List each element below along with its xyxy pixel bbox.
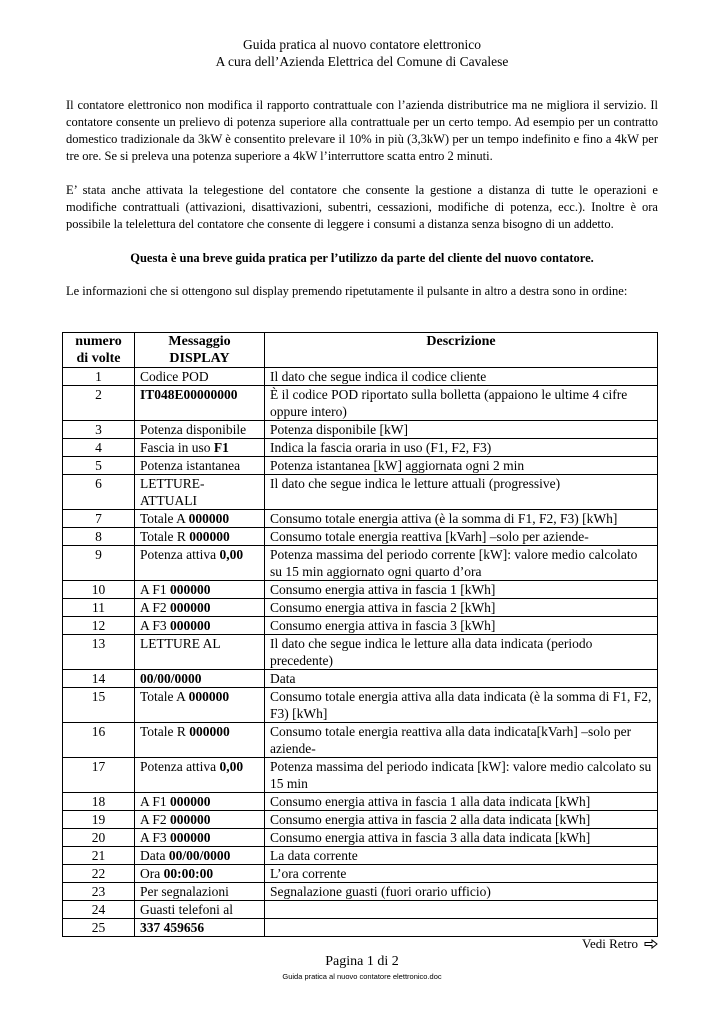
description-cell: Consumo totale energia attiva (è la somma di F1, F2, F3) [kWh] xyxy=(265,510,658,528)
display-message-cell xyxy=(135,811,265,829)
display-message-text: LETTURE AL xyxy=(140,636,221,651)
row-number-cell: 13 xyxy=(63,635,135,670)
description-cell: Consumo totale energia reattiva alla data indicata[kVarh] –solo per aziende- xyxy=(265,723,658,758)
page-number: Pagina 1 di 2 xyxy=(325,954,399,969)
description-cell: Il dato che segue indica le letture attuali (progressive) xyxy=(265,475,658,510)
display-message-text: A F3 xyxy=(140,830,171,845)
row-number-cell: 7 xyxy=(63,510,135,528)
description-cell: Indica la fascia oraria in uso (F1, F2, F3) xyxy=(265,439,658,457)
display-message-value: F1 xyxy=(213,440,229,455)
display-message-text: Codice POD xyxy=(140,369,209,384)
display-message-cell xyxy=(135,901,265,919)
table-row xyxy=(63,457,658,475)
table-row xyxy=(63,883,658,901)
row-number-cell: 3 xyxy=(63,421,135,439)
document-page xyxy=(66,36,658,300)
description-cell: Consumo energia attiva in fascia 2 alla data indicata [kWh] xyxy=(265,811,658,829)
display-message-text: Totale A xyxy=(140,689,189,704)
description-cell: Consumo totale energia attiva alla data indicata (è la somma di F1, F2, F3) [kWh] xyxy=(265,688,658,723)
display-message-cell xyxy=(135,421,265,439)
telegestione-paragraph: E’ stata anche attivata la telegestione del contatore che consente la gestione a distanza di tutte le operazioni e modifiche contrattuali (attivazioni, disattivazioni, subentri, cessazioni, modifiche di potenza, ecc.). Inoltre è ora possibile la telelettura del contatore che consente di leggere i consumi a distanza senza bisogno di un addetto. xyxy=(66,183,658,231)
description-cell xyxy=(265,919,658,937)
table-row xyxy=(63,546,658,581)
display-message-text: A F1 xyxy=(140,582,171,597)
description-cell: Consumo energia attiva in fascia 1 alla data indicata [kWh] xyxy=(265,793,658,811)
document-title-line1: Guida pratica al nuovo contatore elettronico xyxy=(242,37,482,52)
table-header-row xyxy=(63,333,658,368)
display-message-text: Data xyxy=(140,848,169,863)
description-cell: Il dato che segue indica il codice cliente xyxy=(265,368,658,386)
row-number-cell: 19 xyxy=(63,811,135,829)
display-message-cell xyxy=(135,457,265,475)
display-message-value: 000000 xyxy=(170,582,211,597)
header-col2-line1: Messaggio xyxy=(168,334,231,349)
display-message-value: 000000 xyxy=(189,724,230,739)
row-number-cell: 12 xyxy=(63,617,135,635)
display-message-value: 000000 xyxy=(170,812,211,827)
display-message-value: 337 459656 xyxy=(140,920,205,935)
document-filename: Guida pratica al nuovo contatore elettronico.doc xyxy=(282,972,442,981)
display-message-value: 000000 xyxy=(170,830,211,845)
row-number-cell: 24 xyxy=(63,901,135,919)
row-number-cell: 17 xyxy=(63,758,135,793)
display-message-text: Totale A xyxy=(140,511,189,526)
table-row xyxy=(63,865,658,883)
display-message-cell xyxy=(135,865,265,883)
table-row xyxy=(63,758,658,793)
display-message-value: 00/00/0000 xyxy=(140,671,202,686)
header-col2-line2: DISPLAY xyxy=(169,351,230,366)
row-number-cell: 1 xyxy=(63,368,135,386)
header-descrizione: Descrizione xyxy=(265,333,658,368)
display-message-value: 000000 xyxy=(170,618,211,633)
header-col1-line1: numero xyxy=(75,334,122,349)
display-message-cell xyxy=(135,829,265,847)
table-row xyxy=(63,829,658,847)
row-number-cell: 4 xyxy=(63,439,135,457)
table-row xyxy=(63,421,658,439)
display-message-value: 000000 xyxy=(189,529,230,544)
table-row xyxy=(63,811,658,829)
table-row xyxy=(63,368,658,386)
row-number-cell: 18 xyxy=(63,793,135,811)
display-message-value: 00/00/0000 xyxy=(168,848,231,863)
display-message-text: Totale R xyxy=(140,529,190,544)
display-message-value: 0,00 xyxy=(219,547,244,562)
table-row xyxy=(63,901,658,919)
row-number-cell: 20 xyxy=(63,829,135,847)
intro-paragraph: Il contatore elettronico non modifica il rapporto contrattuale con l’azienda distributrice ma ne migliora il servizio. Il contatore consente un prelievo di potenza superiore alla contrattuale per un certo tempo. Ad esempio per un contratto domestico tradizionale da 3kW è consentito prelevare il 10% in più (3,3kW) per un tempo indefinito e fino a 4kW per tre ore. Se si preleva una potenza superiore a 4kW l’interruttore scatta entro 2 minuti. xyxy=(66,98,658,163)
vedi-retro xyxy=(582,936,658,952)
header-numero-di-volte xyxy=(63,333,135,368)
display-message-cell xyxy=(135,617,265,635)
table-row xyxy=(63,847,658,865)
row-number-cell: 6 xyxy=(63,475,135,510)
display-message-text: Potenza attiva xyxy=(140,759,220,774)
display-message-cell xyxy=(135,581,265,599)
display-message-text: A F3 xyxy=(140,618,171,633)
description-cell: L’ora corrente xyxy=(265,865,658,883)
display-message-cell xyxy=(135,723,265,758)
display-message-text: Potenza attiva xyxy=(140,547,220,562)
display-message-cell xyxy=(135,793,265,811)
table-row xyxy=(63,793,658,811)
description-cell: Potenza massima del periodo indicata [kW]: valore medio calcolato su 15 min xyxy=(265,758,658,793)
guide-heading: Questa è una breve guida pratica per l’utilizzo da parte del cliente del nuovo contatore. xyxy=(130,251,594,265)
arrow-right-outline-icon xyxy=(644,939,658,949)
row-number-cell: 11 xyxy=(63,599,135,617)
display-message-text: Fascia in uso xyxy=(140,440,214,455)
table-row xyxy=(63,670,658,688)
description-cell: Consumo totale energia reattiva [kVarh] –solo per aziende- xyxy=(265,528,658,546)
display-message-cell xyxy=(135,546,265,581)
table-row xyxy=(63,617,658,635)
display-message-cell xyxy=(135,475,265,510)
display-message-value: 0,00 xyxy=(219,759,244,774)
row-number-cell: 2 xyxy=(63,386,135,421)
description-cell: La data corrente xyxy=(265,847,658,865)
row-number-cell: 15 xyxy=(63,688,135,723)
description-cell: Consumo energia attiva in fascia 3 [kWh] xyxy=(265,617,658,635)
display-message-text: Totale R xyxy=(140,724,190,739)
header-messaggio-display xyxy=(135,333,265,368)
display-message-text: A F2 xyxy=(140,812,171,827)
display-message-cell xyxy=(135,386,265,421)
vedi-retro-label: Vedi Retro xyxy=(582,936,638,951)
table-row xyxy=(63,723,658,758)
description-cell: Consumo energia attiva in fascia 2 [kWh] xyxy=(265,599,658,617)
row-number-cell: 14 xyxy=(63,670,135,688)
description-cell: Il dato che segue indica le letture alla data indicata (periodo precedente) xyxy=(265,635,658,670)
display-message-value: 00:00:00 xyxy=(163,866,214,881)
table-row xyxy=(63,581,658,599)
row-number-cell: 10 xyxy=(63,581,135,599)
display-message-value: 000000 xyxy=(170,794,211,809)
display-message-text: LETTURE-ATTUALI xyxy=(140,476,205,508)
display-messages-table xyxy=(62,332,658,937)
display-message-text: A F2 xyxy=(140,600,171,615)
display-message-cell xyxy=(135,510,265,528)
table-row xyxy=(63,510,658,528)
display-message-value: IT048E00000000 xyxy=(140,387,238,402)
display-message-cell xyxy=(135,919,265,937)
header-col1-line2: di volte xyxy=(76,351,121,366)
row-number-cell: 8 xyxy=(63,528,135,546)
display-message-value: 000000 xyxy=(188,511,230,526)
table-row xyxy=(63,528,658,546)
display-message-cell xyxy=(135,599,265,617)
table-row xyxy=(63,386,658,421)
display-message-value: 000000 xyxy=(170,600,211,615)
display-message-value: 000000 xyxy=(188,689,230,704)
description-cell: Consumo energia attiva in fascia 1 [kWh] xyxy=(265,581,658,599)
row-number-cell: 21 xyxy=(63,847,135,865)
description-cell: Potenza massima del periodo corrente [kW]: valore medio calcolato su 15 min aggiornato ogni quarto d’ora xyxy=(265,546,658,581)
description-cell: Data xyxy=(265,670,658,688)
table-row xyxy=(63,688,658,723)
description-cell xyxy=(265,901,658,919)
description-cell: Segnalazione guasti (fuori orario ufficio) xyxy=(265,883,658,901)
table-body xyxy=(63,368,658,937)
table-row xyxy=(63,635,658,670)
table-row xyxy=(63,599,658,617)
display-message-cell xyxy=(135,528,265,546)
display-message-text: Ora xyxy=(140,866,164,881)
display-message-cell xyxy=(135,439,265,457)
description-cell: Consumo energia attiva in fascia 3 alla data indicata [kWh] xyxy=(265,829,658,847)
table-row xyxy=(63,919,658,937)
display-message-cell xyxy=(135,670,265,688)
display-message-cell xyxy=(135,368,265,386)
display-message-text: Per segnalazioni xyxy=(140,884,229,899)
display-message-text: Guasti telefoni al xyxy=(140,902,233,917)
document-title-line2: A cura dell’Azienda Elettrica del Comune di Cavalese xyxy=(215,54,509,69)
row-number-cell: 22 xyxy=(63,865,135,883)
display-message-cell xyxy=(135,847,265,865)
display-info-paragraph: Le informazioni che si ottengono sul display premendo ripetutamente il pulsante in altro a destra sono in ordine: xyxy=(66,284,628,298)
row-number-cell: 5 xyxy=(63,457,135,475)
table-row xyxy=(63,475,658,510)
row-number-cell: 25 xyxy=(63,919,135,937)
display-message-text: Potenza disponibile xyxy=(140,422,247,437)
description-cell: Potenza disponibile [kW] xyxy=(265,421,658,439)
display-message-cell xyxy=(135,883,265,901)
display-message-cell xyxy=(135,635,265,670)
row-number-cell: 23 xyxy=(63,883,135,901)
table-row xyxy=(63,439,658,457)
display-message-cell xyxy=(135,758,265,793)
display-message-cell xyxy=(135,688,265,723)
display-message-text: A F1 xyxy=(140,794,171,809)
row-number-cell: 9 xyxy=(63,546,135,581)
description-cell: È il codice POD riportato sulla bolletta (appaiono le ultime 4 cifre oppure intero) xyxy=(265,386,658,421)
row-number-cell: 16 xyxy=(63,723,135,758)
description-cell: Potenza istantanea [kW] aggiornata ogni 2 min xyxy=(265,457,658,475)
display-message-text: Potenza istantanea xyxy=(140,458,241,473)
